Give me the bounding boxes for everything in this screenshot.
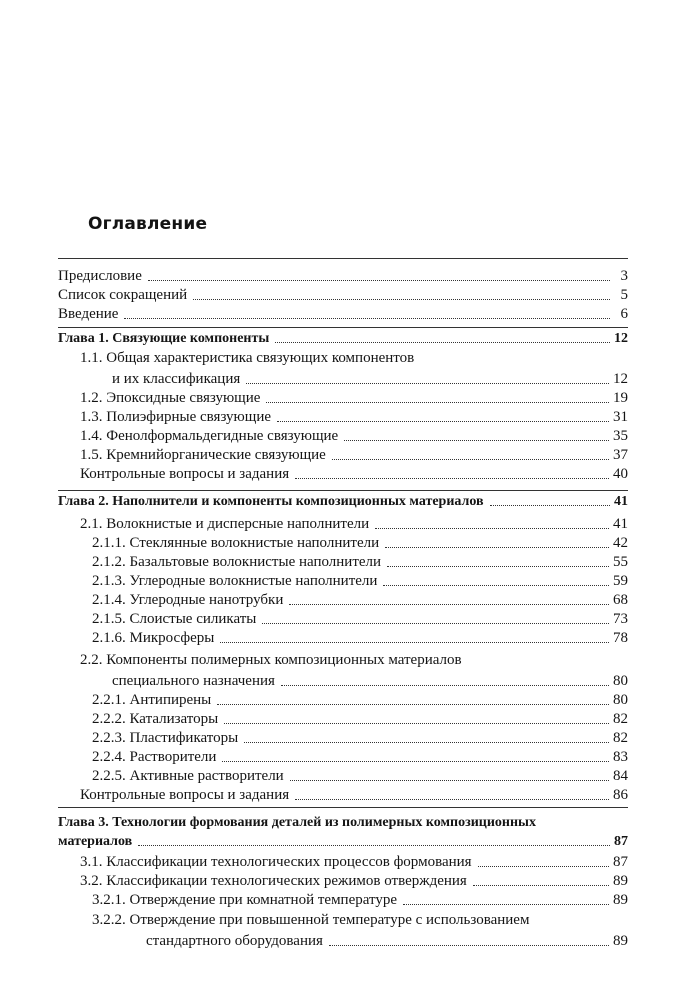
toc-entry-text: 2.2.2. Катализаторы	[92, 711, 219, 727]
toc-entry-line1: 1.1. Общая характеристика связующих компонентов	[80, 350, 415, 366]
toc-entry-1-1[interactable]	[112, 369, 628, 388]
toc-page-number: 80	[613, 692, 628, 708]
toc-entry-text: материалов	[58, 834, 133, 849]
toc-entry-3-1[interactable]	[80, 852, 628, 871]
toc-entry-text: Введение	[58, 306, 119, 322]
toc-entry-text: 2.1.2. Базальтовые волокнистые наполнители	[92, 554, 382, 570]
toc-page-number: 3	[620, 268, 628, 284]
toc-entry-text: Контрольные вопросы и задания	[80, 787, 290, 803]
dot-leader	[289, 602, 609, 605]
toc-entry-text: 3.2. Классификации технологических режимов отверждения	[80, 873, 467, 889]
toc-chapter-line1: Глава 3. Технологии формования деталей из полимерных композиционных	[58, 815, 536, 830]
toc-page-number: 87	[613, 854, 628, 870]
dot-leader	[275, 340, 610, 343]
dot-leader	[246, 381, 609, 384]
toc-entry-2-1-5[interactable]	[92, 609, 628, 628]
toc-page-number: 78	[613, 630, 628, 646]
dot-leader	[332, 457, 609, 460]
divider-chapter-3	[58, 807, 628, 808]
dot-leader	[290, 778, 609, 781]
dot-leader	[478, 864, 609, 867]
dot-leader	[375, 526, 609, 529]
toc-page-number: 82	[613, 711, 628, 727]
dot-leader	[490, 503, 610, 506]
dot-leader	[295, 476, 609, 479]
toc-entry-text: 2.1.6. Микросферы	[92, 630, 215, 646]
dot-leader	[266, 400, 609, 403]
toc-page-number: 41	[614, 494, 628, 509]
toc-entry-text: 3.1. Классификации технологических процессов формования	[80, 854, 472, 870]
toc-entry-text: Список сокращений	[58, 287, 188, 303]
dot-leader	[383, 583, 609, 586]
toc-entry-abbreviations[interactable]	[58, 285, 628, 304]
toc-entry-2-2-5[interactable]	[92, 766, 628, 785]
toc-entry-2-2[interactable]	[112, 671, 628, 690]
toc-page-number: 59	[613, 573, 628, 589]
toc-entry-text: 1.5. Кремнийорганические связующие	[80, 447, 326, 463]
toc-page-number: 31	[613, 409, 628, 425]
dot-leader	[329, 943, 609, 946]
toc-entry-2-1-2[interactable]	[92, 552, 628, 571]
toc-page-number: 12	[614, 331, 628, 346]
toc-entry-1-5[interactable]	[80, 445, 628, 464]
toc-chapter-3[interactable]	[58, 831, 628, 850]
page-title: Оглавление	[88, 214, 208, 234]
toc-page-number: 84	[613, 768, 628, 784]
toc-page-number: 89	[613, 892, 628, 908]
toc-entry-2-1-3[interactable]	[92, 571, 628, 590]
dot-leader	[277, 419, 609, 422]
toc-page-number: 35	[613, 428, 628, 444]
dot-leader	[403, 902, 609, 905]
toc-entry-questions-2[interactable]	[80, 785, 628, 804]
toc-entry-line1: 2.2. Компоненты полимерных композиционных материалов	[80, 652, 462, 668]
dot-leader	[224, 721, 609, 724]
toc-entry-text: и их классификация	[112, 371, 241, 387]
toc-entry-text: 2.1. Волокнистые и дисперсные наполнители	[80, 516, 370, 532]
dot-leader	[222, 759, 609, 762]
toc-entry-2-2-4[interactable]	[92, 747, 628, 766]
toc-entry-2-2-2[interactable]	[92, 709, 628, 728]
toc-entry-text: 2.2.1. Антипирены	[92, 692, 212, 708]
toc-entry-text: Глава 1. Связующие компоненты	[58, 331, 270, 346]
dot-leader	[385, 545, 609, 548]
toc-entry-3-2[interactable]	[80, 871, 628, 890]
dot-leader	[220, 640, 609, 643]
toc-page-number: 83	[613, 749, 628, 765]
toc-entry-preface[interactable]	[58, 266, 628, 285]
toc-page-number: 19	[613, 390, 628, 406]
toc-page-number: 86	[613, 787, 628, 803]
dot-leader	[244, 740, 609, 743]
toc-entry-text: Контрольные вопросы и задания	[80, 466, 290, 482]
dot-leader	[281, 683, 609, 686]
toc-entry-text: стандартного оборудования	[146, 933, 323, 949]
toc-entry-3-2-1[interactable]	[92, 890, 628, 909]
toc-entry-2-1[interactable]	[80, 514, 628, 533]
toc-entry-text: 2.1.1. Стеклянные волокнистые наполнители	[92, 535, 380, 551]
toc-entry-2-1-4[interactable]	[92, 590, 628, 609]
toc-page-number: 37	[613, 447, 628, 463]
dot-leader	[295, 797, 609, 800]
dot-leader	[344, 438, 609, 441]
toc-entry-text: 1.3. Полиэфирные связующие	[80, 409, 272, 425]
toc-entry-text: 2.2.4. Растворители	[92, 749, 217, 765]
toc-page-number: 82	[613, 730, 628, 746]
dot-leader	[124, 316, 610, 319]
toc-page-number: 89	[613, 873, 628, 889]
toc-entry-3-2-2[interactable]	[146, 931, 628, 950]
dot-leader	[262, 621, 609, 624]
toc-entry-text: Предисловие	[58, 268, 142, 284]
toc-page-number: 73	[613, 611, 628, 627]
toc-entry-2-1-6[interactable]	[92, 628, 628, 647]
toc-page-number: 55	[613, 554, 628, 570]
toc-entry-text: 2.2.5. Активные растворители	[92, 768, 284, 784]
toc-entry-text: 2.1.5. Слоистые силикаты	[92, 611, 257, 627]
toc-page-number: 80	[613, 673, 628, 689]
toc-entry-1-3[interactable]	[80, 407, 628, 426]
toc-page-number: 89	[613, 933, 628, 949]
toc-entry-text: Глава 2. Наполнители и компоненты композиционных материалов	[58, 494, 484, 509]
toc-entry-questions-1[interactable]	[80, 464, 628, 483]
toc-entry-2-1-1[interactable]	[92, 533, 628, 552]
toc-entry-1-2[interactable]	[80, 388, 628, 407]
toc-page-number: 40	[613, 466, 628, 482]
dot-leader	[148, 278, 610, 281]
toc-entry-1-4[interactable]	[80, 426, 628, 445]
toc-entry-text: 2.2.3. Пластификаторы	[92, 730, 239, 746]
dot-leader	[217, 702, 609, 705]
toc-chapter-2[interactable]	[58, 491, 628, 510]
toc-page-number: 41	[613, 516, 628, 532]
toc-chapter-1[interactable]	[58, 328, 628, 347]
toc-page-number: 87	[614, 834, 628, 849]
dot-leader	[387, 564, 609, 567]
dot-leader	[473, 883, 609, 886]
toc-page-number: 68	[613, 592, 628, 608]
toc-page-number: 12	[613, 371, 628, 387]
toc-entry-introduction[interactable]	[58, 304, 628, 323]
toc-entry-text: 2.1.3. Углеродные волокнистые наполнители	[92, 573, 378, 589]
toc-page-number: 6	[620, 306, 628, 322]
toc-entry-text: 1.4. Фенолформальдегидные связующие	[80, 428, 339, 444]
toc-entry-text: 2.1.4. Углеродные нанотрубки	[92, 592, 284, 608]
dot-leader	[193, 297, 610, 300]
dot-leader	[138, 843, 610, 846]
toc-entry-2-2-1[interactable]	[92, 690, 628, 709]
toc-entry-text: 1.2. Эпоксидные связующие	[80, 390, 261, 406]
toc-entry-line1: 3.2.2. Отверждение при повышенной температуре с использованием	[92, 912, 530, 928]
divider-top	[58, 258, 628, 259]
toc-entry-text: специального назначения	[112, 673, 275, 689]
toc-page-number: 5	[620, 287, 628, 303]
toc-entry-text: 3.2.1. Отверждение при комнатной температуре	[92, 892, 398, 908]
toc-page-number: 42	[613, 535, 628, 551]
toc-entry-2-2-3[interactable]	[92, 728, 628, 747]
